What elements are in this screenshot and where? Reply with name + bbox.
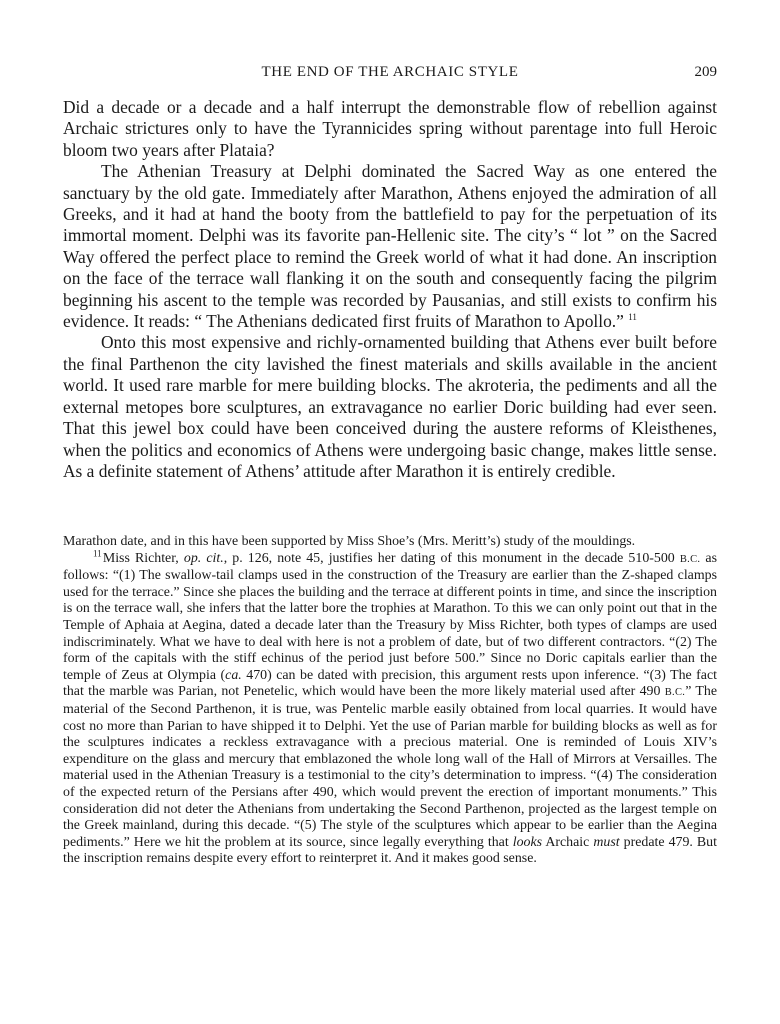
footnote-continued: Marathon date, and in this have been supported by Miss Shoe’s (Mrs. Meritt’s) study of the mouldings. bbox=[63, 534, 636, 549]
footnote-number: 11 bbox=[93, 547, 102, 558]
footnote-text-g: predate 479. But the inscription remains despite every effort to reinterpret it. And it makes good sense. bbox=[63, 834, 717, 867]
bc-abbrev: B.C. bbox=[679, 553, 701, 565]
footnotes bbox=[63, 534, 717, 868]
must-emphasis: must bbox=[593, 834, 620, 850]
footnote-text-c: as follows: “(1) The swallow-tail clamps used in the construction of the Treasury are earlier than the Z-shaped clamps used for the terrace.” Since she places the building and the terrace at different points in time, and since the inscription is on the terrace wall, she infers that the latter bore the trophies at Marathon. To this we can only point out that in the Temple of Aphaia at Aegina, dated a decade later than the Treasury by Miss Richter, both types of clamps are used indiscriminately. What we have to deal with here is not a problem of date, but of two different contractors. “(2) The form of the capitals with the stiff echinus of the period just before 500.” Since no Doric capitals earlier than the temple of Zeus at Olympia ( bbox=[63, 550, 717, 683]
footnote-text-a: Miss Richter, bbox=[102, 550, 179, 566]
op-cit: op. cit. bbox=[183, 550, 224, 566]
paragraph-3: Onto this most expensive and richly-ornamented building that Athens ever built before the final Parthenon the city lavished the finest materials and skills available in the ancient world. It used rare marble for mere building blocks. The akroteria, the pediments and all the external metopes bore sculptures, an extravagance no earlier Doric building had ever seen. That this jewel box could have been conceived during the austere reforms of Kleisthenes, when the politics and economics of Athens were undergoing basic change, makes little sense. As a definite statement of Athens’ attitude after Marathon it is entirely credible. bbox=[63, 332, 717, 481]
footnote-reference-11: 11 bbox=[628, 312, 637, 323]
footnote-text-b: , p. 126, note 45, justifies her dating of this monument in the decade 510-500 bbox=[223, 550, 675, 566]
paragraph-1: Did a decade or a decade and a half interrupt the demonstrable flow of rebellion against Archaic strictures only to have the Tyrannicides spring without parentage into full Heroic bloom two years after Plataia? bbox=[63, 97, 717, 160]
looks-emphasis: looks bbox=[512, 834, 543, 850]
bc-abbrev: B.C. bbox=[664, 687, 686, 699]
circa: ca. bbox=[225, 667, 242, 683]
footnote-11 bbox=[63, 547, 717, 868]
main-text bbox=[63, 97, 717, 482]
footnote-text-e: ” The material of the Second Parthenon, it is true, was Pentelic marble easily obtained from local quarries. It would have cost no more than Parian to have shipped it to Delphi. Yet the use of Parian marble for building blocks as well as for the sculptures indicates a reckless extravagance with a precious material. One is reminded of Louis XIV’s expenditure on the glass and mercury that emblazoned the whole long wall of the Hall of Mirrors at Versailles. The material used in the Athenian Treasury is a testimonial to the city’s determination to impress. “(4) The consideration of the expected return of the Persians after 490, which would prevent the erection of important monuments.” This consideration did not deter the Athenians from undertaking the Second Parthenon, projected as the largest temple on the Greek mainland, during this decade. “(5) The style of the sculptures which appear to be earlier than the Aegina pediments.” Here we hit the problem at its source, since legally everything that bbox=[63, 684, 717, 850]
footnote-text-f: Archaic bbox=[545, 834, 590, 850]
footnote-text-d: 470) can be dated with precision, this argument rests upon inference. “(3) The fact that the marble was Parian, not Penetelic, which would have been the more likely material used after 490 bbox=[63, 667, 717, 700]
page-number: 209 bbox=[694, 64, 717, 80]
paragraph-2 bbox=[63, 161, 717, 332]
running-title: THE END OF THE ARCHAIC STYLE bbox=[261, 64, 519, 80]
running-header bbox=[63, 62, 717, 84]
paragraph-2-text: The Athenian Treasury at Delphi dominated the Sacred Way as one entered the sanctuary by the old gate. Immediately after Marathon, Athens enjoyed the admiration of all Greeks, and it had at hand the booty from the battlefield to pay for the perpetuation of its immortal moment. Delphi was its favorite pan-Hellenic site. The city’s “ lot ” on the Sacred Way offered the perfect place to remind the Greek world of what it had done. An inscription on the face of the terrace wall flanking it on the south and consequently facing the pilgrim beginning his ascent to the temple was recorded by Pausanias, and still exists to confirm his evidence. It reads: “ The Athenians dedicated first fruits of Marathon to Apollo.” bbox=[63, 161, 717, 332]
